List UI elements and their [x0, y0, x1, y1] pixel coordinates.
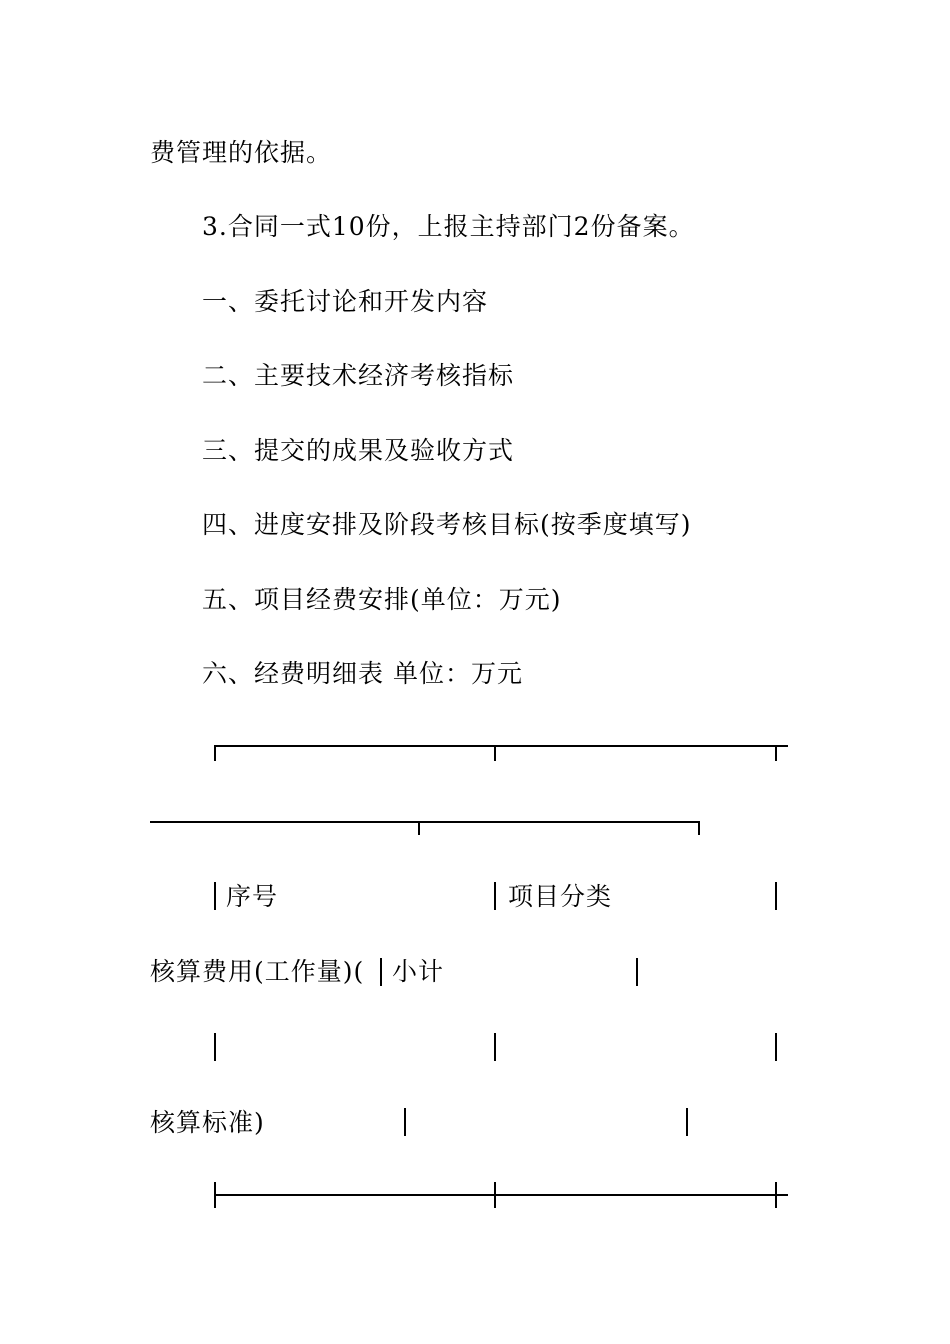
table-header-category: 项目分类 [508, 882, 613, 911]
section-heading-3: 三、提交的成果及验收方式 [202, 436, 515, 465]
paragraph-contract-copies: 3.合同一式10份，上报主持部门2份备案。 [202, 212, 695, 241]
section-heading-1: 一、委托讨论和开发内容 [202, 287, 489, 316]
section-heading-2: 二、主要技术经济考核指标 [202, 361, 515, 390]
table-header-cost: 核算费用(工作量)( [150, 957, 365, 986]
table-header-cost-standard: 核算标准) [150, 1108, 265, 1137]
section-heading-4: 四、进度安排及阶段考核目标(按季度填写) [202, 510, 692, 539]
paragraph-continuation: 费管理的依据。 [150, 138, 333, 167]
section-heading-6: 六、经费明细表 单位：万元 [202, 659, 523, 688]
table-header-subtotal: 小计 [392, 957, 445, 986]
section-heading-5: 五、项目经费安排(单位：万元) [202, 585, 562, 614]
table-header-seq: 序号 [226, 882, 279, 911]
